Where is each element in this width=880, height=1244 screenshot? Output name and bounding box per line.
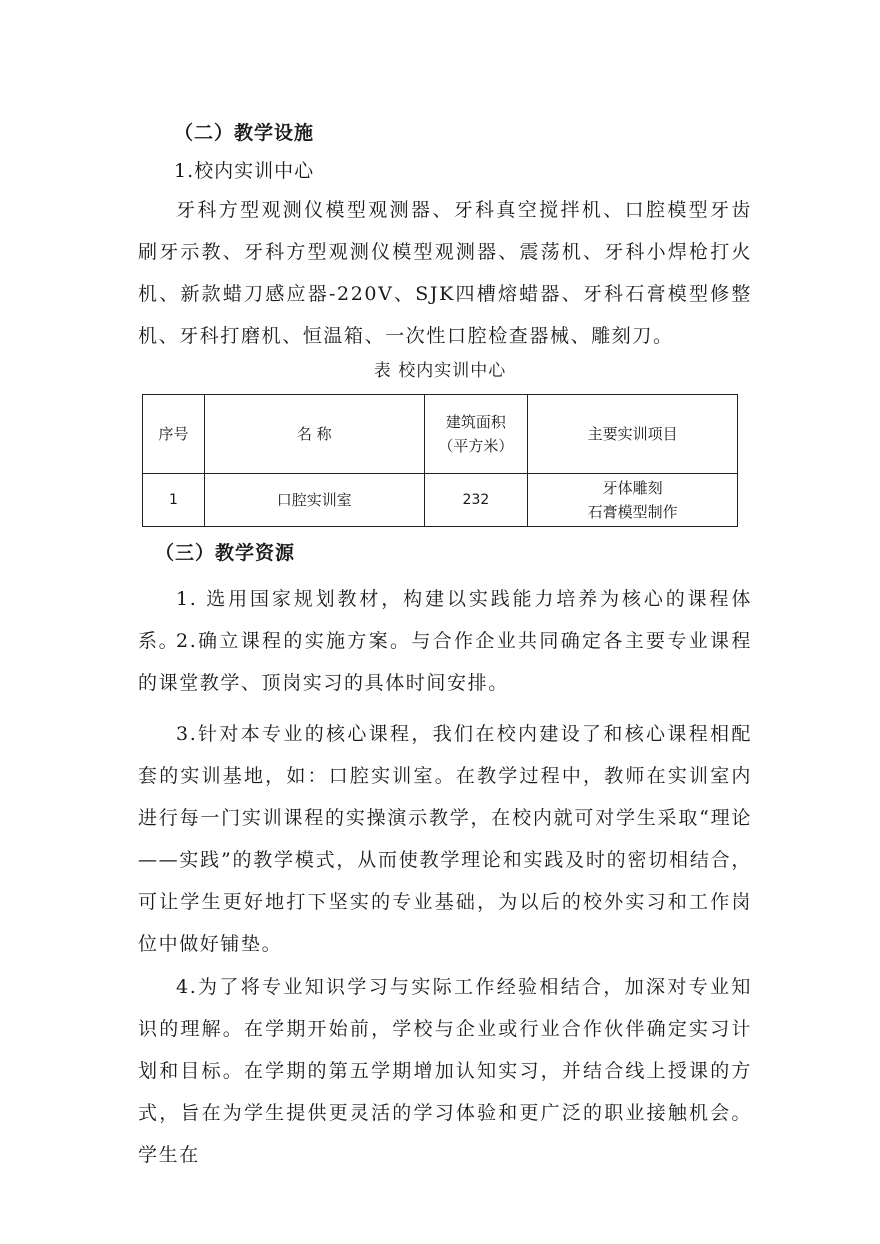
cell-name: 口腔实训室 [204, 474, 424, 527]
header-area-line2: （平方米） [438, 437, 514, 455]
resource-paragraph-1: 1. 选用国家规划教材，构建以实践能力培养为核心的课程体系。 [138, 588, 752, 652]
header-area-line1: 建筑面积 [445, 413, 506, 431]
resource-paragraph-3: 3.针对本专业的核心课程，我们在校内建设了和核心课程相配套的实训基地，如：口腔实训室。在教学过程中，教师在实训室内进行每一门实训课程的实操演示教学，在校内就可对学生采取“理论——实践”的教学模式，从而使教学理论和实践及时的密切相结合，可让学生更好地打下坚实的专业基础，为以后的校外实习和工作岗位中做好铺垫。 [138, 723, 752, 955]
training-center-table [142, 394, 738, 527]
table-header-row [143, 395, 738, 474]
cell-seq: 1 [143, 474, 205, 527]
cell-area: 232 [424, 474, 528, 527]
resource-paragraph-2: 2.确立课程的实施方案。与合作企业共同确定各主要专业课程的课堂教学、顶岗实习的具体时间安排。 [138, 630, 752, 694]
header-project: 主要实训项目 [528, 395, 738, 474]
cell-project [528, 474, 738, 527]
cell-project-line2: 石膏模型制作 [587, 503, 678, 521]
header-name: 名 称 [204, 395, 424, 474]
section-heading-teaching-resources: （三）教学资源 [155, 542, 296, 564]
cell-project-line1: 牙体雕刻 [602, 479, 663, 497]
equipment-paragraph: 牙科方型观测仪模型观测器、牙科真空搅拌机、口腔模型牙齿刷牙示教、牙科方型观测仪模型观测器、震荡机、牙科小焊枪打火机、新款蜡刀感应器-220V、SJK四槽熔蜡器、牙科石膏模型修整机、牙科打磨机、恒温箱、一次性口腔检查器械、雕刻刀。 [138, 199, 752, 347]
section-heading-teaching-facilities: （二）教学设施 [174, 122, 315, 144]
header-seq: 序号 [143, 395, 205, 474]
header-area [424, 395, 528, 474]
table-row [143, 474, 738, 527]
table-caption: 表 校内实训中心 [373, 361, 507, 381]
resource-paragraph-4: 4.为了将专业知识学习与实际工作经验相结合，加深对专业知识的理解。在学期开始前，学校与企业或行业合作伙伴确定实习计划和目标。在学期的第五学期增加认知实习，并结合线上授课的方式，旨在为学生提供更灵活的学习体验和更广泛的职业接触机会。学生在 [138, 976, 752, 1166]
subheading-campus-training-center: 1.校内实训中心 [174, 160, 315, 182]
